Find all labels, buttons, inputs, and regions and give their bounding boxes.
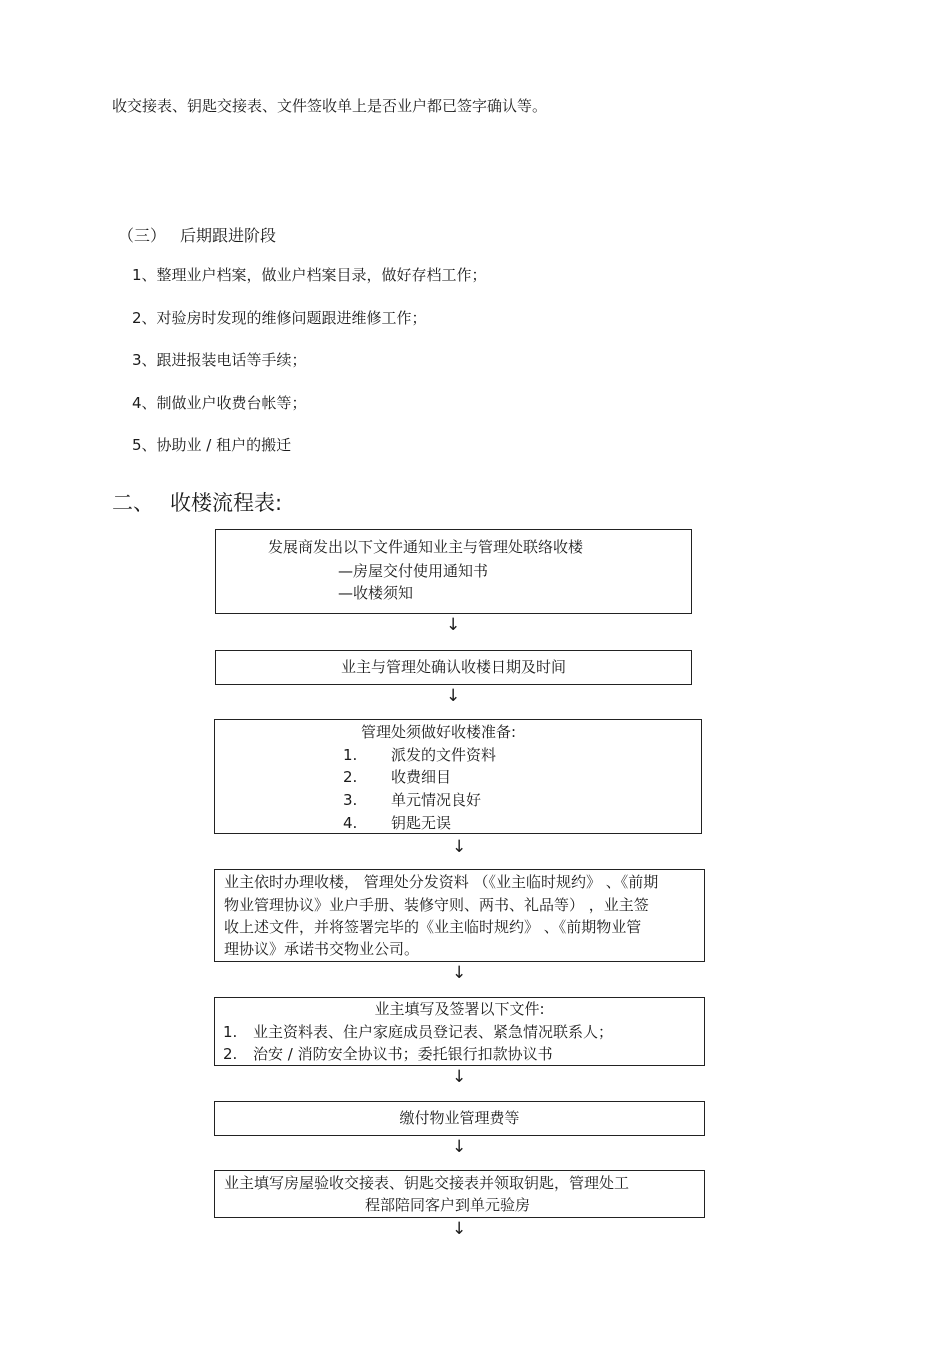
- flow-step-item: —房屋交付使用通知书: [338, 562, 489, 580]
- down-arrow-icon: ↓: [452, 1137, 467, 1157]
- list-item: 3、跟进报装电话等手续；: [132, 351, 307, 369]
- flow-step-notify: [215, 529, 692, 614]
- flow-step-line: 程部陪同客户到单元验房: [365, 1196, 531, 1214]
- flow-step-item-number: 4.: [343, 814, 358, 832]
- flow-step-prepare: [214, 719, 702, 834]
- flow-step-title: 管理处须做好收楼准备:: [361, 723, 517, 741]
- down-arrow-icon: ↓: [446, 615, 461, 635]
- list-item: 2、对验房时发现的维修问题跟进维修工作；: [132, 309, 427, 327]
- flow-step-item-number: 2.: [223, 1045, 238, 1063]
- down-arrow-icon: ↓: [452, 1067, 467, 1087]
- section3-number: （三）: [118, 226, 167, 245]
- list-item: 5、协助业 / 租户的搬迁: [132, 436, 292, 454]
- flow-step-text: 业主与管理处确认收楼日期及时间: [340, 658, 566, 676]
- flow-step-line: 业主填写房屋验收交接表、钥匙交接表并领取钥匙，管理处工: [224, 1174, 630, 1192]
- flow-step-item: 收费细目: [391, 768, 452, 786]
- flow-step-title: 发展商发出以下文件通知业主与管理处联络收楼: [268, 538, 584, 556]
- down-arrow-icon: ↓: [452, 837, 467, 857]
- flow-step-line: 理协议》承诺书交物业公司。: [224, 940, 420, 958]
- flow-step-line: 收上述文件，并将签署完毕的《业主临时规约》 、《前期物业管: [224, 918, 642, 936]
- section3-title: 后期跟进阶段: [180, 226, 277, 245]
- flow-step-item: 治安 / 消防安全协议书；委托银行扣款协议书: [253, 1045, 553, 1063]
- section2-title: 收楼流程表:: [170, 491, 283, 515]
- flow-step-handover: [214, 869, 705, 962]
- down-arrow-icon: ↓: [446, 686, 461, 706]
- flow-step-item-number: 1.: [223, 1023, 238, 1041]
- flow-step-inspection: [214, 1170, 705, 1218]
- flow-step-text: 缴付物业管理费等: [399, 1109, 520, 1127]
- flow-step-line: 物业管理协议》业户手册、装修守则、两书、礼品等） ，业主签: [224, 896, 649, 914]
- flow-step-confirm-date: [215, 650, 692, 685]
- flow-step-item-number: 3.: [343, 791, 358, 809]
- list-item: 1、整理业户档案，做业户档案目录，做好存档工作；: [132, 266, 487, 284]
- down-arrow-icon: ↓: [452, 1219, 467, 1239]
- flow-step-item-number: 2.: [343, 768, 358, 786]
- flow-step-pay-fee: [214, 1101, 705, 1136]
- flow-step-item: 业主资料表、住户家庭成员登记表、紧急情况联系人；: [253, 1023, 614, 1041]
- flow-step-sign-documents: [214, 997, 705, 1066]
- flow-step-title: 业主填写及签署以下文件:: [374, 1000, 545, 1018]
- section2-number: 二、: [112, 491, 154, 515]
- flow-step-line: 业主依时办理收楼， 管理处分发资料 （《业主临时规约》 、《前期: [224, 873, 659, 891]
- flow-step-item: —收楼须知: [338, 584, 414, 602]
- flow-step-item: 单元情况良好: [391, 791, 482, 809]
- flow-step-item-number: 1.: [343, 746, 358, 764]
- continuation-text: 收交接表、钥匙交接表、文件签收单上是否业户都已签字确认等。: [112, 97, 548, 115]
- flow-step-item: 钥匙无误: [391, 814, 452, 832]
- list-item: 4、制做业户收费台帐等；: [132, 394, 307, 412]
- down-arrow-icon: ↓: [452, 963, 467, 983]
- flow-step-item: 派发的文件资料: [391, 746, 497, 764]
